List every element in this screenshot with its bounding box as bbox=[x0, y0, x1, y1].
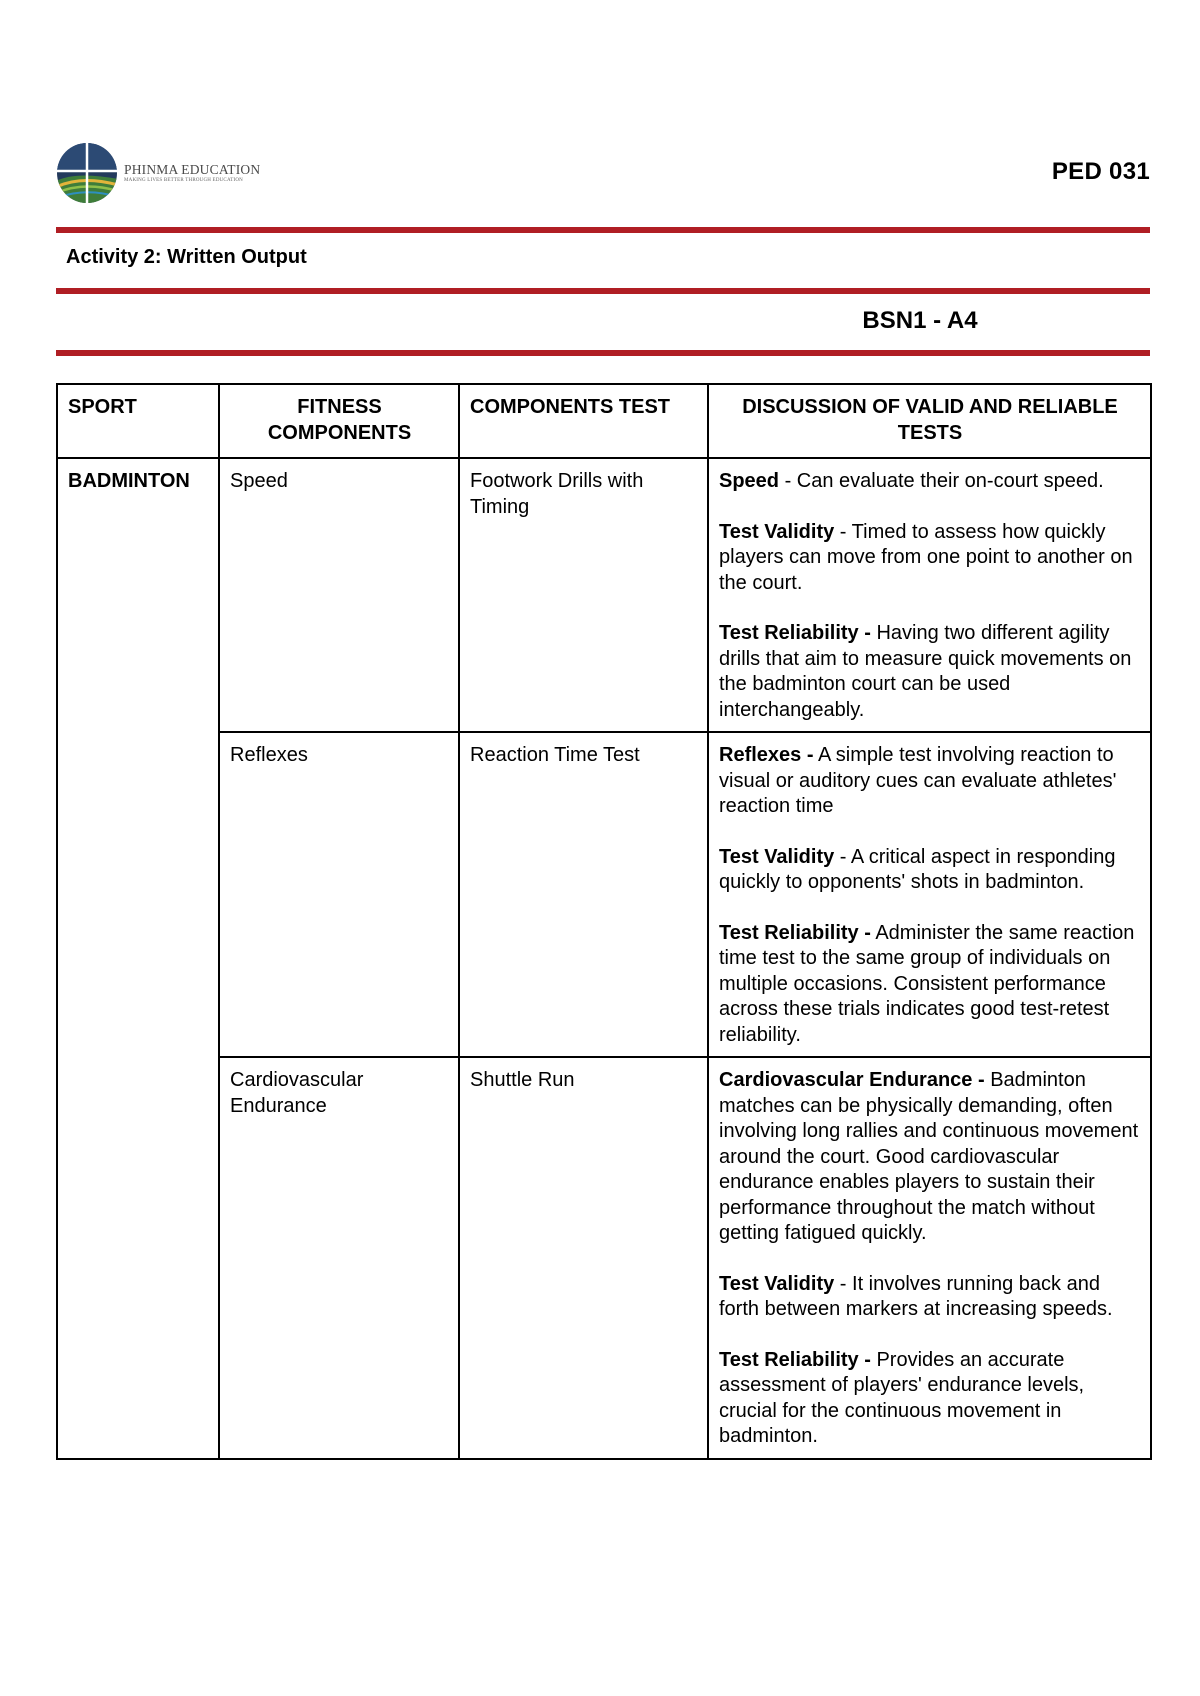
header-divider-middle bbox=[56, 288, 1150, 294]
discussion-paragraph bbox=[719, 520, 1141, 597]
activity-title: Activity 2: Written Output bbox=[66, 246, 307, 268]
discussion-text: - Timed to assess how quickly players can move from one point to another on the court. bbox=[719, 520, 1133, 594]
discussion-term: Test Validity bbox=[719, 520, 835, 543]
discussion-paragraph bbox=[719, 743, 1141, 820]
discussion-term: Cardiovascular Endurance - bbox=[719, 1069, 985, 1091]
table-row bbox=[57, 458, 1151, 732]
header-divider-bottom bbox=[56, 350, 1150, 356]
discussion-text: A simple test involving reaction to visual or auditory cues can evaluate athletes' reaction time bbox=[719, 744, 1117, 817]
discussion-term: Reflexes - bbox=[719, 744, 814, 766]
discussion-text: Badminton matches can be physically demanding, often involving long rallies and continuous movement around the court. Good cardiovascular endurance enables players to sustain their performance throughout the match without getting fatigued quickly. bbox=[719, 1069, 1139, 1244]
discussion-cell bbox=[708, 732, 1151, 1057]
discussion-paragraph bbox=[719, 1068, 1141, 1247]
phinma-education-logo bbox=[56, 140, 266, 206]
discussion-term: Test Validity bbox=[719, 1272, 835, 1295]
header-sport: SPORT bbox=[57, 384, 219, 458]
header-divider-top bbox=[56, 227, 1150, 233]
table-row bbox=[57, 1057, 1151, 1459]
discussion-text: - Can evaluate their on-court speed. bbox=[779, 470, 1104, 492]
header-discussion: DISCUSSION OF VALID AND RELIABLE TESTS bbox=[708, 384, 1151, 458]
discussion-term: Test Reliability - bbox=[719, 921, 871, 944]
header-components-test: COMPONENTS TEST bbox=[459, 384, 708, 458]
discussion-paragraph bbox=[719, 845, 1141, 896]
discussion-paragraph bbox=[719, 1348, 1141, 1450]
discussion-term: Speed bbox=[719, 470, 780, 492]
fitness-component-cell: Reflexes bbox=[219, 732, 459, 1057]
discussion-paragraph bbox=[719, 621, 1141, 723]
table-row bbox=[57, 732, 1151, 1057]
components-test-cell: Footwork Drills with Timing bbox=[459, 458, 708, 732]
sport-cell: BADMINTON bbox=[57, 458, 219, 1459]
discussion-paragraph bbox=[719, 469, 1141, 495]
fitness-component-cell: Cardiovascular Endurance bbox=[219, 1057, 459, 1459]
fitness-component-cell: Speed bbox=[219, 458, 459, 732]
header-fitness-components: FITNESS COMPONENTS bbox=[219, 384, 459, 458]
discussion-term: Test Validity bbox=[719, 845, 835, 868]
components-test-cell: Reaction Time Test bbox=[459, 732, 708, 1057]
discussion-paragraph bbox=[719, 921, 1141, 1049]
discussion-text: Having two different agility drills that aim to measure quick movements on the badminton court can be used interchangeably. bbox=[719, 622, 1132, 721]
logo-tagline: MAKING LIVES BETTER THROUGH EDUCATION bbox=[124, 178, 243, 183]
table-header-row bbox=[57, 384, 1151, 458]
discussion-cell bbox=[708, 458, 1151, 732]
logo-wordmark: PHINMA EDUCATION bbox=[124, 162, 261, 177]
components-test-cell: Shuttle Run bbox=[459, 1057, 708, 1459]
discussion-term: Test Reliability - bbox=[719, 1348, 871, 1371]
section-code: BSN1 - A4 bbox=[862, 307, 978, 334]
discussion-cell bbox=[708, 1057, 1151, 1459]
discussion-text: Provides an accurate assessment of players' endurance levels, crucial for the continuous movement in badminton. bbox=[719, 1348, 1085, 1447]
discussion-paragraph bbox=[719, 1272, 1141, 1323]
fitness-tests-table bbox=[56, 383, 1152, 1460]
phinma-globe-icon bbox=[56, 141, 118, 205]
discussion-text: - A critical aspect in responding quickly to opponents' shots in badminton. bbox=[719, 845, 1116, 893]
discussion-text: - It involves running back and forth between markers at increasing speeds. bbox=[719, 1272, 1113, 1320]
discussion-text: Administer the same reaction time test to the same group of individuals on multiple occasions. Consistent performance across these trials indicates good test-retest reliability. bbox=[719, 921, 1135, 1046]
discussion-term: Test Reliability - bbox=[719, 622, 871, 644]
course-code: PED 031 bbox=[1051, 158, 1150, 185]
